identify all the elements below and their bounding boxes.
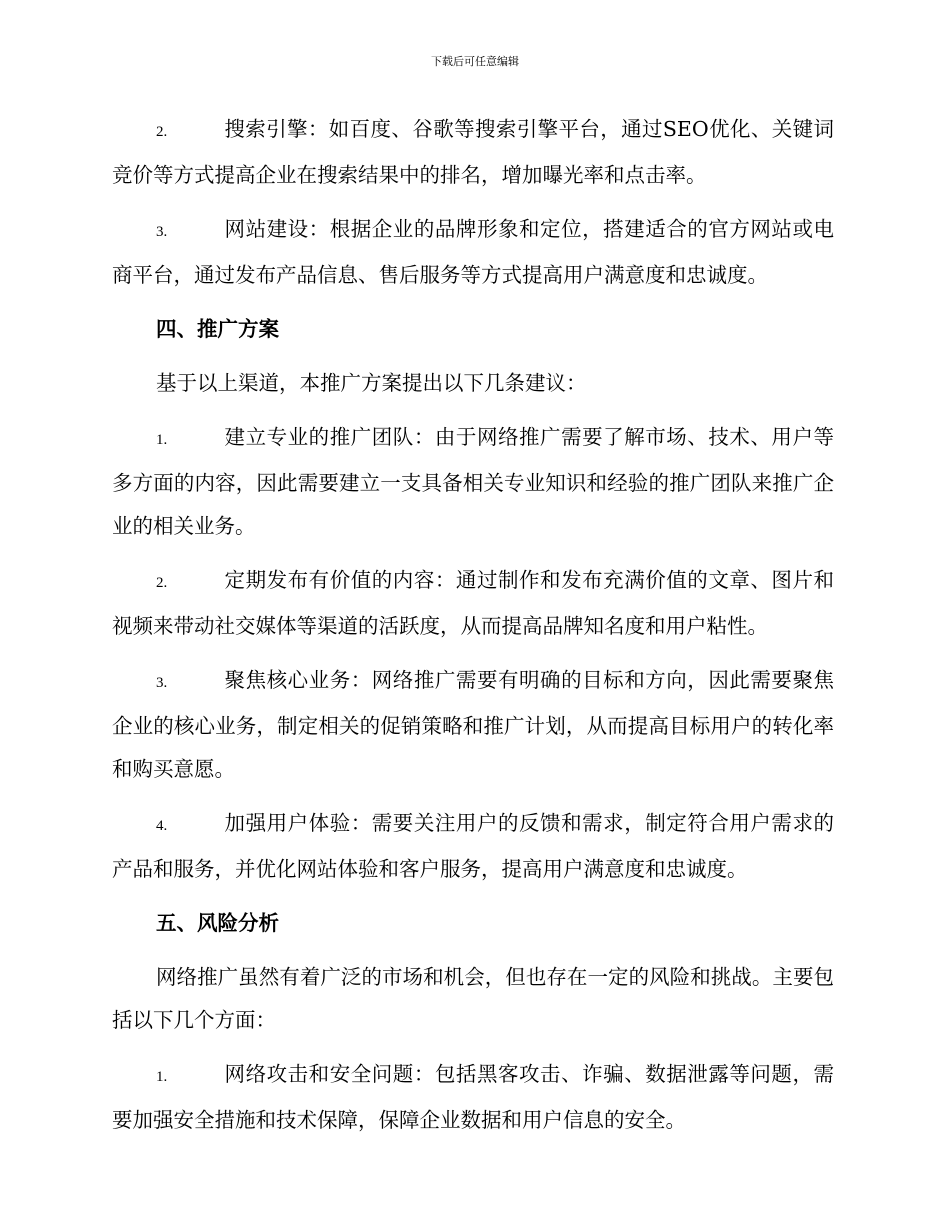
list-item-text: 网络攻击和安全问题：包括黑客攻击、诈骗、数据泄露等问题，需要加强安全措施和技术保障，保障企业数据和用户信息的安全。 — [112, 1062, 834, 1132]
list-item-text: 建立专业的推广团队：由于网络推广需要了解市场、技术、用户等多方面的内容，因此需要建立一支具备相关专业知识和经验的推广团队来推广企业的相关业务。 — [112, 425, 834, 538]
list-item-text: 搜索引擎：如百度、谷歌等搜索引擎平台，通过SEO优化、关键词竞价等方式提高企业在搜索结果中的排名，增加曝光率和点击率。 — [112, 117, 834, 187]
section-heading-promotion-plan: 四、推广方案 — [156, 317, 279, 341]
list-item-security — [112, 1053, 834, 1142]
section-heading-risk-analysis: 五、风险分析 — [156, 911, 279, 935]
paragraph-intro: 基于以上渠道，本推广方案提出以下几条建议： — [156, 371, 587, 395]
list-item-user-experience — [112, 802, 834, 891]
list-item-search-engine — [112, 108, 834, 197]
document-body — [112, 108, 834, 1153]
list-item-text: 定期发布有价值的内容：通过制作和发布充满价值的文章、图片和视频来带动社交媒体等渠道的活跃度，从而提高品牌知名度和用户粘性。 — [112, 568, 834, 638]
list-item-team — [112, 416, 834, 548]
list-number: 3. — [156, 675, 168, 691]
list-item-website-building — [112, 208, 834, 297]
paragraph-risk-intro: 网络推广虽然有着广泛的市场和机会，但也存在一定的风险和挑战。主要包括以下几个方面： — [112, 965, 834, 1032]
list-item-content — [112, 559, 834, 648]
list-number: 3. — [156, 224, 168, 240]
list-item-text: 聚焦核心业务：网络推广需要有明确的目标和方向，因此需要聚焦企业的核心业务，制定相关的促销策略和推广计划，从而提高目标用户的转化率和购买意愿。 — [112, 668, 834, 781]
list-item-text: 加强用户体验：需要关注用户的反馈和需求，制定符合用户需求的产品和服务，并优化网站体验和客户服务，提高用户满意度和忠诚度。 — [112, 811, 834, 881]
list-number: 4. — [156, 818, 168, 834]
list-number: 1. — [156, 1069, 168, 1085]
list-number: 1. — [156, 432, 168, 448]
list-item-core-business — [112, 659, 834, 791]
list-number: 2. — [156, 124, 168, 140]
header-note: 下载后可任意编辑 — [431, 55, 519, 68]
list-number: 2. — [156, 575, 168, 591]
list-item-text: 网站建设：根据企业的品牌形象和定位，搭建适合的官方网站或电商平台，通过发布产品信息、售后服务等方式提高用户满意度和忠诚度。 — [112, 217, 834, 287]
